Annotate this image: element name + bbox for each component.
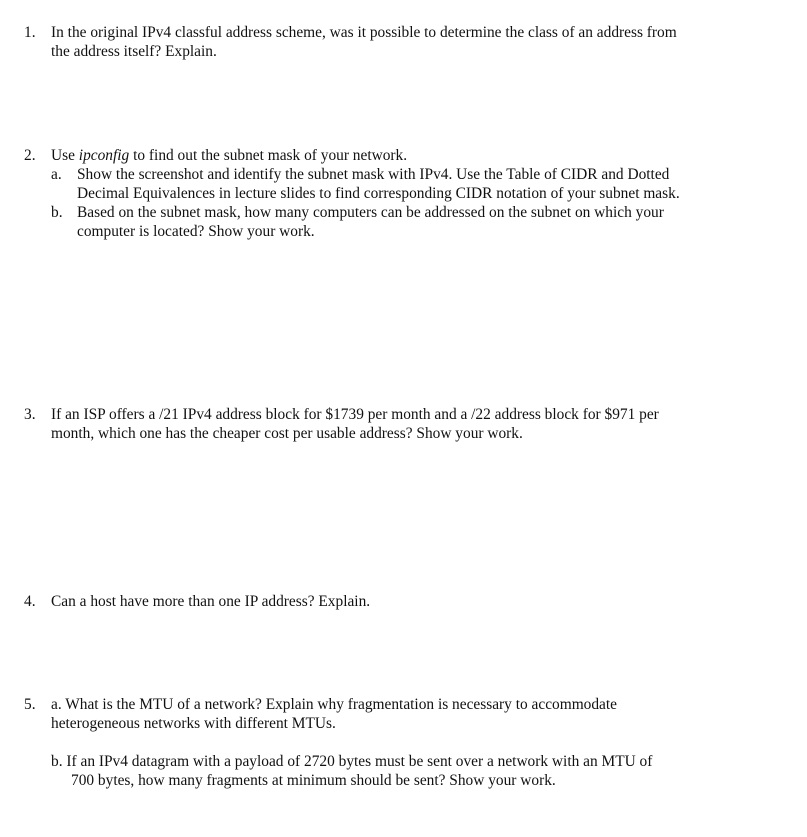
question-number: 3. [24, 406, 36, 423]
question-line: In the original IPv4 classful address scheme, was it possible to determine the class of an address from [51, 24, 677, 41]
question-line: If an ISP offers a /21 IPv4 address block for $1739 per month and a /22 address block for $971 per [51, 406, 659, 423]
question-text-5a [51, 695, 794, 733]
subquestion-line: computer is located? Show your work. [77, 223, 315, 240]
question-line: Can a host have more than one IP address? Explain. [51, 593, 371, 610]
question-text [51, 405, 794, 443]
intro-prefix: Use [51, 147, 79, 164]
question-line: the address itself? Explain. [51, 43, 217, 60]
intro-suffix: to find out the subnet mask of your network. [129, 147, 408, 164]
subquestion-line: Decimal Equivalences in lecture slides to find corresponding CIDR notation of your subnet mask. [77, 185, 680, 202]
question-line: month, which one has the cheaper cost per usable address? Show your work. [51, 425, 523, 442]
subquestion-letter: a. [51, 166, 62, 183]
question-text-5b [51, 752, 652, 790]
subquestion-2a [51, 165, 794, 203]
subquestion-line: Show the screenshot and identify the subnet mask with IPv4. Use the Table of CIDR and Dotted [77, 166, 670, 183]
question-text [51, 23, 794, 61]
question-number: 1. [24, 24, 36, 41]
subquestion-letter: b. [51, 204, 63, 221]
question-number: 2. [24, 147, 36, 164]
question-line: 700 bytes, how many fragments at minimum should be sent? Show your work. [71, 772, 556, 789]
question-number: 5. [24, 696, 36, 713]
question-line: a. What is the MTU of a network? Explain why fragmentation is necessary to accommodate [51, 696, 617, 713]
question-line: heterogeneous networks with different MTUs. [51, 715, 336, 732]
subquestion-line: Based on the subnet mask, how many computers can be addressed on the subnet on which your [77, 204, 664, 221]
question-text [51, 592, 794, 611]
question-line: b. If an IPv4 datagram with a payload of 2720 bytes must be sent over a network with an MTU of [51, 753, 653, 770]
ipconfig-command: ipconfig [78, 147, 130, 164]
question-text [51, 146, 794, 165]
question-number: 4. [24, 593, 36, 610]
subquestion-2b [51, 203, 794, 241]
question-intro [51, 146, 794, 165]
